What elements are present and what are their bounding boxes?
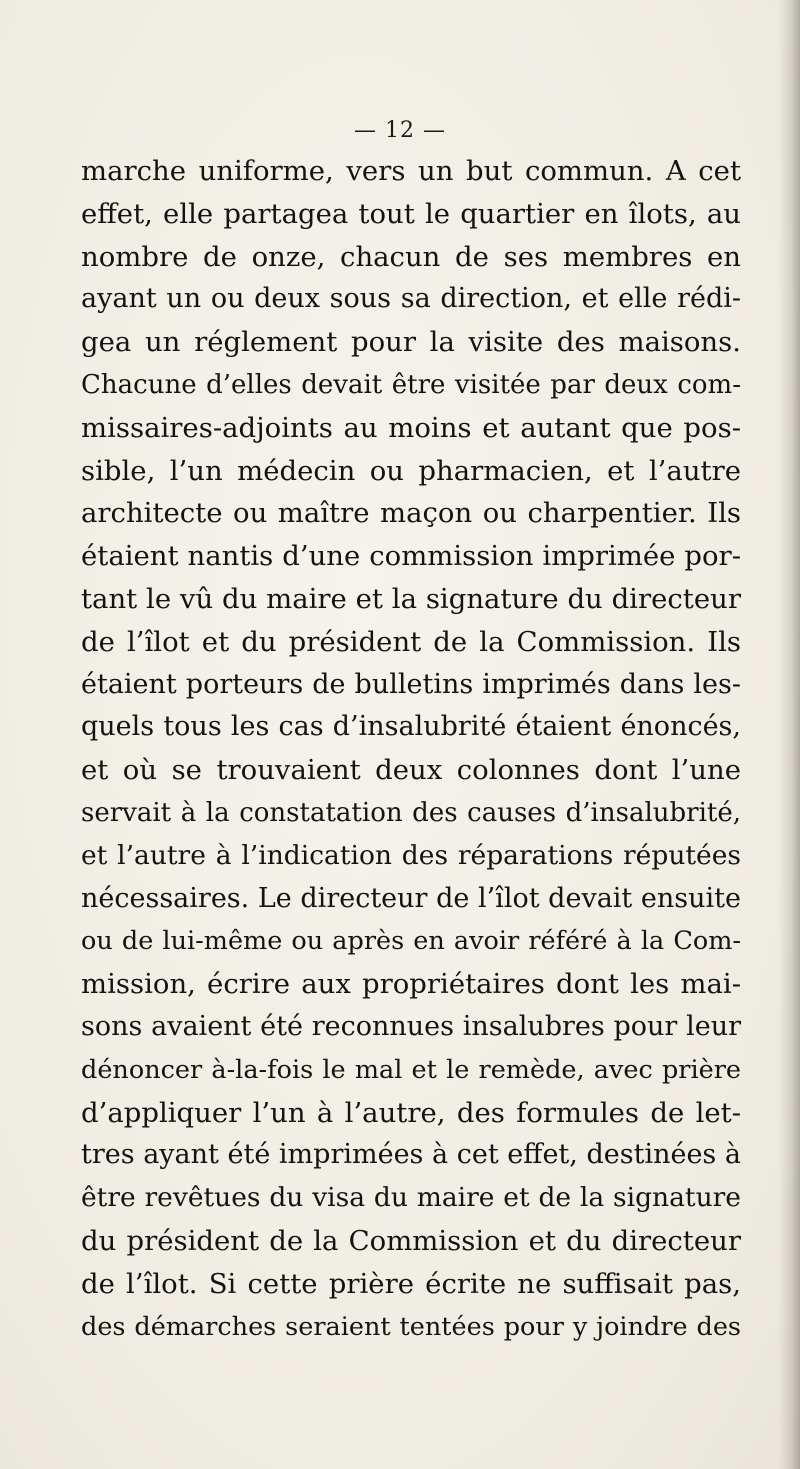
text-line: mission, écrire aux propriétaires dont les mai- (81, 968, 741, 1001)
text-line: nécessaires. Le directeur de l’îlot devait ensuite (81, 882, 741, 914)
text-line: être revêtues du visa du maire et de la signature (81, 1182, 741, 1214)
text-line: marche uniforme, vers un but commun. A cet (81, 155, 741, 187)
text-line: ou de lui-même ou après en avoir référé à la Com- (81, 926, 741, 957)
text-line: ayant un ou deux sous sa direction, et elle rédi- (81, 283, 741, 315)
text-line: des démarches seraient tentées pour y joindre des (81, 1311, 741, 1342)
text-line: sible, l’un médecin ou pharmacien, et l’autre (81, 454, 741, 487)
text-line: étaient porteurs de bulletins imprimés dans les- (81, 668, 741, 700)
body-text (81, 150, 741, 1348)
text-line: quels tous les cas d’insalubrité étaient énoncés, (81, 711, 741, 743)
text-line: de l’îlot et du président de la Commission. Ils (81, 625, 741, 658)
text-line: du président de la Commission et du directeur (81, 1224, 741, 1257)
text-line: de l’îlot. Si cette prière écrite ne suffisait pas, (81, 1267, 741, 1300)
text-line: nombre de onze, chacun de ses membres en (81, 240, 741, 273)
text-line: servait à la constatation des causes d’insalubrité, (81, 797, 741, 828)
page-edge-shadow (778, 0, 800, 1469)
text-line: d’appliquer l’un à l’autre, des formules de let- (81, 1096, 741, 1129)
text-line: gea un réglement pour la visite des maisons. (81, 326, 741, 359)
page-number: — 12 — (354, 118, 446, 143)
text-line: architecte ou maître maçon ou charpentier. Ils (81, 497, 741, 530)
text-line: étaient nantis d’une commission imprimée por- (81, 540, 741, 573)
text-line: Chacune d’elles devait être visitée par deux com- (81, 369, 741, 400)
text-line: tant le vû du maire et la signature du directeur (81, 582, 741, 615)
text-line: tres ayant été imprimées à cet effet, destinées à (81, 1139, 741, 1171)
text-line: et l’autre à l’indication des réparations réputées (81, 839, 741, 871)
text-line: effet, elle partagea tout le quartier en îlots, au (81, 197, 741, 230)
text-line: sons avaient été reconnues insalubres pour leur (81, 1010, 741, 1042)
text-line: missaires-adjoints au moins et autant que pos- (81, 411, 741, 444)
text-line: dénoncer à-la-fois le mal et le remède, avec prière (81, 1054, 741, 1085)
text-line: et où se trouvaient deux colonnes dont l’une (81, 754, 741, 787)
